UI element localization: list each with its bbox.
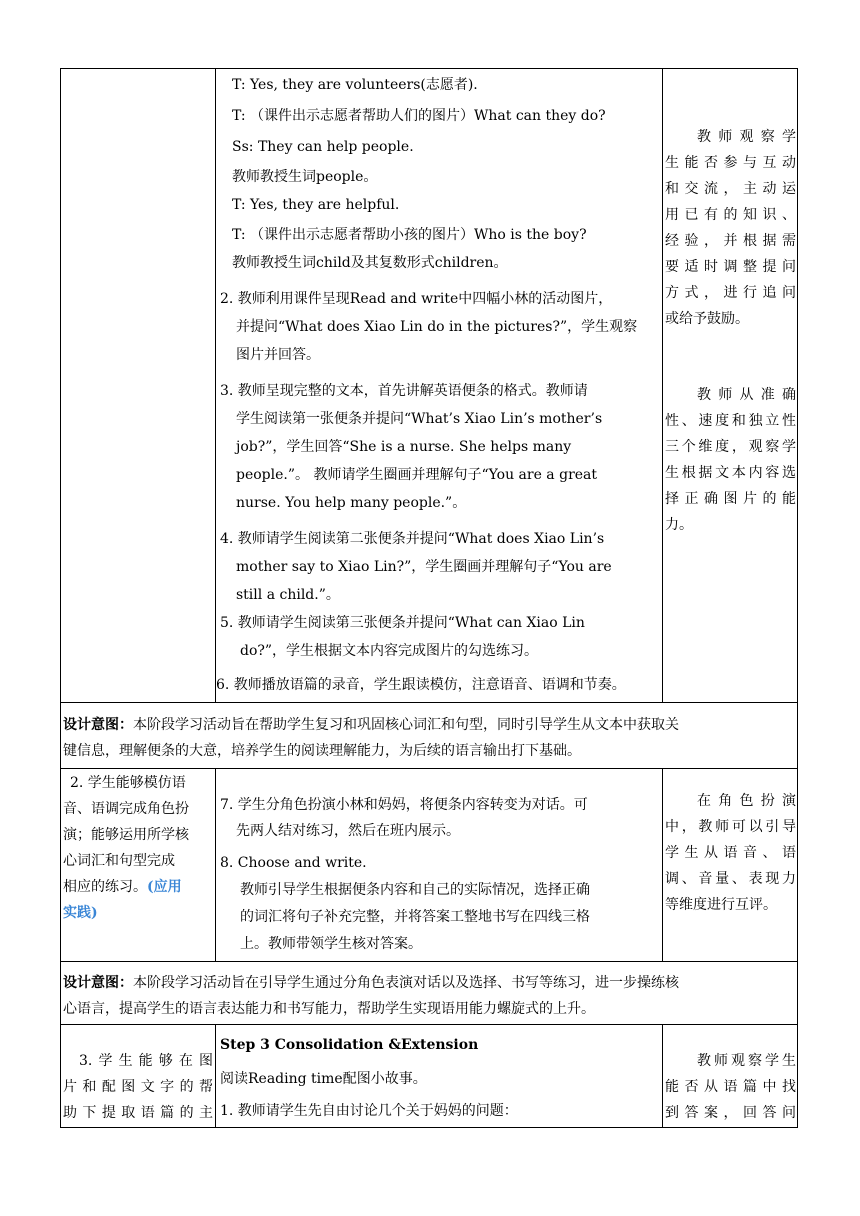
text-line [63,878,182,896]
text-line: nurse. You help many people.”。 [236,495,467,511]
text-line: 要适时调整提问 [665,259,796,275]
text-line: 教师观察学生 [697,1053,796,1069]
text-line: 助下提取语篇的主 [63,1105,213,1121]
text-line: 调、音量、表现力 [665,871,796,887]
text-line: 择正确图片的能 [665,491,796,507]
text-line: 1. 教师请学生先自由讨论几个关于妈妈的问题： [220,1103,518,1119]
text-line: 教师从准确 [697,387,796,403]
table-border-left [60,68,61,1128]
text-fragment: 相应的练习。 [63,879,147,895]
text-line: 上。教师带领学生核对答案。 [240,936,422,952]
text-line: 2. 教师利用课件呈现Read and write中四幅小林的活动图片， [220,291,613,307]
text-line: 和交流，主动运 [665,181,796,197]
table-rule [60,702,798,703]
text-line: 力。 [665,517,693,533]
text-line: 用已有的知识、 [665,207,796,223]
text-line: 教师观察学 [697,129,796,145]
table-border-top [60,68,798,69]
text-line: 教师引导学生根据便条内容和自己的实际情况，选择正确 [240,882,590,898]
text-line: 演；能够运用所学核 [63,827,189,843]
text-line: 中，教师可以引导 [665,819,796,835]
text-line: 教师教授生词people。 [232,169,378,185]
text-line: 6. 教师播放语篇的录音，学生跟读模仿，注意语音、语调和节奏。 [216,677,626,693]
text-line: 片和配图文字的帮 [63,1079,213,1095]
text-line: 性、速度和独立性 [665,413,796,429]
text-line: 键信息，理解便条的大意，培养学生的阅读理解能力，为后续的语言输出打下基础。 [63,743,581,759]
table-border-right [797,68,798,1128]
text-line: 能否从语篇中找 [665,1079,796,1095]
text-line: still a child.”。 [236,587,340,603]
text-line: 心语言，提高学生的语言表达能力和书写能力，帮助学生实现语用能力螺旋式的上升。 [63,1001,595,1017]
text-line: 方式，进行追问 [665,285,796,301]
text-line: 4. 教师请学生阅读第二张便条并提问“What does Xiao Lin’s [220,531,605,547]
competency-tag: 实践) [63,905,98,921]
text-line: 8. Choose and write. [220,855,367,871]
text-line: Ss: They can help people. [232,139,414,155]
text-line: 阅读Reading time配图小故事。 [220,1071,427,1087]
table-rule [60,1127,798,1128]
column-divider [215,1024,216,1127]
text-line: job?”，学生回答“She is a nurse. She helps many [236,439,572,455]
text-line: 图片并回答。 [236,347,320,363]
text-line: 生根据文本内容选 [665,465,796,481]
text-line [63,974,679,992]
text-line: 到答案，回答问 [665,1105,796,1121]
text-line: 7. 学生分角色扮演小林和妈妈，将便条内容转变为对话。可 [220,797,588,813]
column-divider [215,768,216,961]
text-line: people.”。 教师请学生圈画并理解句子“You are a great [236,467,598,483]
text-line: T: Yes, they are helpful. [232,197,400,213]
design-intent-label: 设计意图： [63,975,133,991]
text-line: 2. 学生能够模仿语 [70,775,186,791]
step-title: Step 3 Consolidation &Extension [220,1037,479,1053]
text-line: T: Yes, they are volunteers(志愿者). [232,77,478,93]
text-line: 心词汇和句型完成 [63,853,175,869]
design-intent-text: 本阶段学习活动旨在帮助学生复习和巩固核心词汇和句型，同时引导学生从文本中获取关 [133,717,679,733]
text-line [63,716,679,734]
table-rule [60,1024,798,1025]
design-intent-label: 设计意图： [63,717,133,733]
text-line: 5. 教师请学生阅读第三张便条并提问“What can Xiao Lin [220,615,585,631]
text-line: 的词汇将句子补充完整，并将答案工整地书写在四线三格 [240,909,590,925]
text-line: 学生从语音、语 [665,845,796,861]
column-divider [662,68,663,702]
text-line: 3. 教师呈现完整的文本，首先讲解英语便条的格式。教师请 [220,383,588,399]
text-line: 三个维度，观察学 [665,439,796,455]
table-rule [60,768,798,769]
text-line: 先两人结对练习，然后在班内展示。 [236,823,460,839]
text-line: 在角色扮演 [697,793,796,809]
text-line: 经验，并根据需 [665,233,796,249]
text-line: mother say to Xiao Lin?”，学生圈画并理解句子“You are [236,559,612,575]
text-line: 等维度进行互评。 [665,897,777,913]
competency-tag: (应用 [147,879,182,895]
text-line: do?”，学生根据文本内容完成图片的勾选练习。 [240,643,539,659]
text-line: 3.学生能够在图 [79,1053,213,1069]
text-line: 音、语调完成角色扮 [63,801,189,817]
design-intent-text: 本阶段学习活动旨在引导学生通过分角色表演对话以及选择、书写等练习，进一步操练核 [133,975,679,991]
text-line: 并提问“What does Xiao Lin do in the pictures?”，学生观察 [236,319,638,335]
column-divider [662,768,663,961]
text-line: 教师教授生词child及其复数形式children。 [232,255,508,271]
text-line: 生能否参与互动 [665,155,796,171]
text-line: T: （课件出示志愿者帮助人们的图片）What can they do? [232,108,606,124]
text-line: 或给予鼓励。 [665,311,749,327]
column-divider [215,68,216,702]
text-line: T: （课件出示志愿者帮助小孩的图片）Who is the boy? [232,227,587,243]
column-divider [662,1024,663,1127]
table-rule [60,961,798,962]
text-line: 学生阅读第一张便条并提问“What’s Xiao Lin’s mother’s [236,411,603,427]
